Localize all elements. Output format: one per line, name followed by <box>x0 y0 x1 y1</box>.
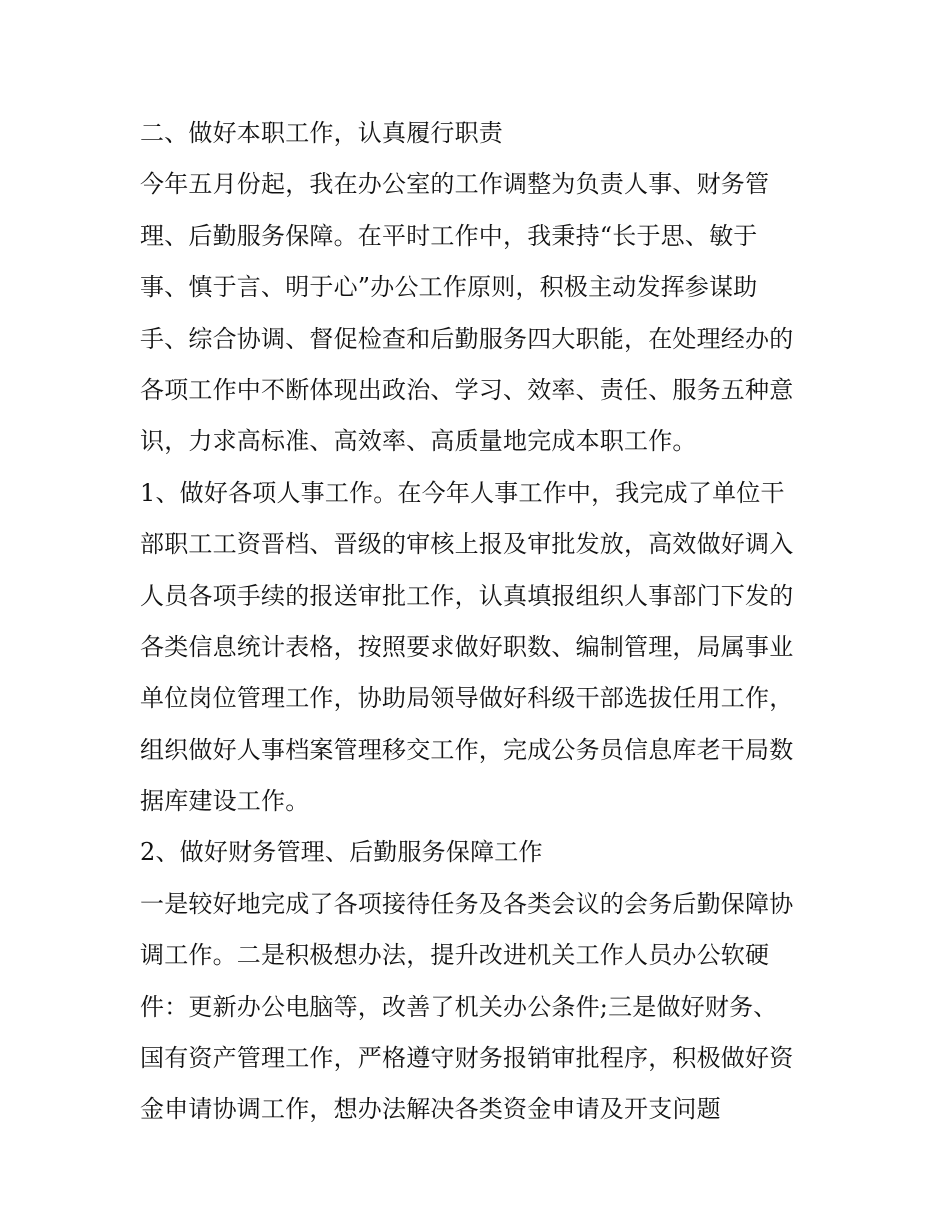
document-body <box>140 108 830 1136</box>
paragraph-line: 调工作。二是积极想办法，提升改进机关工作人员办公软硬 <box>140 941 770 970</box>
paragraph-line: 各类信息统计表格，按照要求做好职数、编制管理，局属事业 <box>140 632 794 661</box>
paragraph-line: 手、综合协调、督促检查和后勤服务四大职能，在处理经办的 <box>140 324 794 353</box>
paragraph-line: 今年五月份起，我在办公室的工作调整为负责人事、财务管 <box>140 170 770 199</box>
paragraph-line: 国有资产管理工作，严格遵守财务报销审批程序，积极做好资 <box>140 1044 794 1073</box>
paragraph-line: 一是较好地完成了各项接待任务及各类会议的会务后勤保障协 <box>140 889 794 918</box>
paragraph-line: 识，力求高标准、高效率、高质量地完成本职工作。 <box>140 427 697 456</box>
paragraph-line: 金申请协调工作，想办法解决各类资金申请及开支问题 <box>140 1095 721 1124</box>
paragraph-line: 理、后勤服务保障。在平时工作中，我秉持“长于思、敏于 <box>140 221 758 250</box>
paragraph-line: 事、慎于言、明于心”办公工作原则，积极主动发挥参谋助 <box>140 273 758 302</box>
paragraph-line: 件：更新办公电脑等，改善了机关办公条件;三是做好财务、 <box>140 992 778 1021</box>
subsection-heading: 2、做好财务管理、后勤服务保障工作 <box>140 838 543 867</box>
paragraph-line: 部职工工资晋档、晋级的审核上报及审批发放，高效做好调入 <box>140 530 794 559</box>
section-heading: 二、做好本职工作，认真履行职责 <box>140 119 503 147</box>
paragraph-line: 人员各项手续的报送审批工作，认真填报组织人事部门下发的 <box>140 581 794 610</box>
paragraph-line: 单位岗位管理工作，协助局领导做好科级干部选拔任用工作， <box>140 684 794 713</box>
paragraph-line: 组织做好人事档案管理移交工作，完成公务员信息库老干局数 <box>140 735 794 764</box>
paragraph-line: 各项工作中不断体现出政治、学习、效率、责任、服务五种意 <box>140 375 794 404</box>
subsection-line: 1、做好各项人事工作。在今年人事工作中，我完成了单位干 <box>140 478 785 507</box>
paragraph-line: 据库建设工作。 <box>140 787 310 816</box>
